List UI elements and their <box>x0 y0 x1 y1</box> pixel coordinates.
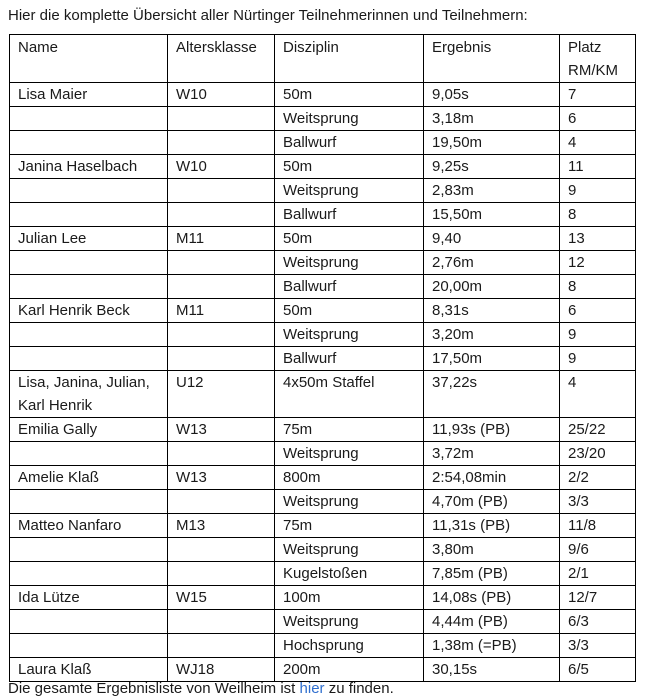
cell-name: Janina Haselbach <box>10 155 168 179</box>
cell-discipline: Kugelstoßen <box>275 562 424 586</box>
table-row <box>10 251 636 275</box>
cell-name: Karl Henrik Beck <box>10 299 168 323</box>
results-list-link[interactable]: hier <box>299 680 325 697</box>
header-discipline: Disziplin <box>275 35 424 83</box>
cell-discipline: Ballwurf <box>275 275 424 299</box>
cell-age-class <box>168 562 275 586</box>
header-result: Ergebnis <box>424 35 560 83</box>
cell-name <box>10 203 168 227</box>
cell-discipline: 800m <box>275 466 424 490</box>
cell-result: 17,50m <box>424 347 560 371</box>
cell-age-class <box>168 203 275 227</box>
cell-name <box>10 275 168 299</box>
cell-place: 9 <box>560 347 636 371</box>
cell-discipline: Weitsprung <box>275 490 424 514</box>
table-row <box>10 227 636 251</box>
header-age-class: Altersklasse <box>168 35 275 83</box>
cell-age-class <box>168 490 275 514</box>
cell-result: 9,05s <box>424 83 560 107</box>
cell-age-class: W10 <box>168 83 275 107</box>
cell-result: 1,38m (=PB) <box>424 634 560 658</box>
cell-age-class: M11 <box>168 299 275 323</box>
table-row <box>10 634 636 658</box>
cell-name <box>10 562 168 586</box>
cell-name: Lisa Maier <box>10 83 168 107</box>
table-row <box>10 347 636 371</box>
cell-discipline: Weitsprung <box>275 538 424 562</box>
cell-result: 30,15s <box>424 658 560 682</box>
cell-place: 25/22 <box>560 418 636 442</box>
cell-age-class: WJ18 <box>168 658 275 682</box>
cell-discipline: Ballwurf <box>275 131 424 155</box>
footer-text-after: zu finden. <box>324 680 394 697</box>
cell-name: Amelie Klaß <box>10 466 168 490</box>
cell-result: 15,50m <box>424 203 560 227</box>
table-row <box>10 371 636 418</box>
cell-result: 2,83m <box>424 179 560 203</box>
cell-result: 3,72m <box>424 442 560 466</box>
cell-name: Matteo Nanfaro <box>10 514 168 538</box>
cell-name <box>10 371 168 418</box>
cell-name: Ida Lütze <box>10 586 168 610</box>
cell-age-class <box>168 347 275 371</box>
cell-place: 6/3 <box>560 610 636 634</box>
cell-name <box>10 131 168 155</box>
cell-place: 6 <box>560 107 636 131</box>
cell-age-class: W10 <box>168 155 275 179</box>
cell-discipline: Ballwurf <box>275 347 424 371</box>
cell-name <box>10 251 168 275</box>
cell-name <box>10 442 168 466</box>
cell-name <box>10 490 168 514</box>
cell-place: 2/1 <box>560 562 636 586</box>
cell-place: 8 <box>560 275 636 299</box>
table-row <box>10 203 636 227</box>
cell-name <box>10 634 168 658</box>
cell-result: 3,20m <box>424 323 560 347</box>
cell-name <box>10 323 168 347</box>
cell-place: 8 <box>560 203 636 227</box>
cell-place: 6/5 <box>560 658 636 682</box>
table-row <box>10 179 636 203</box>
cell-place: 12/7 <box>560 586 636 610</box>
cell-name <box>10 179 168 203</box>
cell-place: 3/3 <box>560 634 636 658</box>
cell-result: 4,44m (PB) <box>424 610 560 634</box>
cell-name <box>10 610 168 634</box>
cell-age-class: M13 <box>168 514 275 538</box>
cell-place: 9 <box>560 179 636 203</box>
cell-result: 20,00m <box>424 275 560 299</box>
table-row <box>10 155 636 179</box>
cell-discipline: 100m <box>275 586 424 610</box>
cell-age-class <box>168 107 275 131</box>
cell-name: Julian Lee <box>10 227 168 251</box>
cell-age-class: M11 <box>168 227 275 251</box>
table-header-row <box>10 35 636 83</box>
cell-name-line2: Karl Henrik <box>18 397 93 414</box>
cell-age-class <box>168 442 275 466</box>
cell-discipline: Hochsprung <box>275 634 424 658</box>
cell-result: 2:54,08min <box>424 466 560 490</box>
cell-name: Emilia Gally <box>10 418 168 442</box>
cell-age-class <box>168 323 275 347</box>
cell-result: 3,80m <box>424 538 560 562</box>
cell-age-class <box>168 275 275 299</box>
cell-name: Laura Klaß <box>10 658 168 682</box>
table-row <box>10 323 636 347</box>
table-row <box>10 538 636 562</box>
table-row <box>10 107 636 131</box>
cell-discipline: Weitsprung <box>275 251 424 275</box>
cell-discipline: Weitsprung <box>275 107 424 131</box>
cell-name-line1: Lisa, Janina, Julian, <box>18 374 150 391</box>
table-row <box>10 610 636 634</box>
header-name: Name <box>10 35 168 83</box>
cell-result: 9,40 <box>424 227 560 251</box>
cell-place: 6 <box>560 299 636 323</box>
table-row <box>10 299 636 323</box>
cell-place: 4 <box>560 131 636 155</box>
table-row <box>10 83 636 107</box>
cell-place: 2/2 <box>560 466 636 490</box>
table-row <box>10 586 636 610</box>
cell-place: 9/6 <box>560 538 636 562</box>
footer-text-before: Die gesamte Ergebnisliste von Weilheim ist <box>8 680 300 697</box>
cell-place: 9 <box>560 323 636 347</box>
cell-discipline: 75m <box>275 514 424 538</box>
cell-result: 9,25s <box>424 155 560 179</box>
cell-discipline: Weitsprung <box>275 323 424 347</box>
cell-discipline: 200m <box>275 658 424 682</box>
cell-place: 4 <box>560 371 636 418</box>
cell-age-class: W13 <box>168 466 275 490</box>
cell-place: 12 <box>560 251 636 275</box>
cell-place: 3/3 <box>560 490 636 514</box>
cell-result: 4,70m (PB) <box>424 490 560 514</box>
table-row <box>10 466 636 490</box>
results-table <box>9 34 636 682</box>
cell-discipline: Weitsprung <box>275 442 424 466</box>
cell-result: 11,93s (PB) <box>424 418 560 442</box>
table-row <box>10 131 636 155</box>
cell-discipline: 4x50m Staffel <box>275 371 424 418</box>
table-row <box>10 514 636 538</box>
cell-result: 8,31s <box>424 299 560 323</box>
cell-result: 7,85m (PB) <box>424 562 560 586</box>
table-row <box>10 490 636 514</box>
table-row <box>10 418 636 442</box>
intro-text: Hier die komplette Übersicht aller Nürtinger Teilnehmerinnen und Teilnehmern: <box>8 7 528 24</box>
cell-result: 19,50m <box>424 131 560 155</box>
cell-result: 37,22s <box>424 371 560 418</box>
cell-age-class: W13 <box>168 418 275 442</box>
table-body <box>10 83 636 682</box>
cell-discipline: Ballwurf <box>275 203 424 227</box>
cell-discipline: 75m <box>275 418 424 442</box>
cell-age-class: W15 <box>168 586 275 610</box>
cell-result: 14,08s (PB) <box>424 586 560 610</box>
cell-age-class <box>168 179 275 203</box>
cell-name <box>10 538 168 562</box>
cell-discipline: 50m <box>275 227 424 251</box>
cell-place: 11/8 <box>560 514 636 538</box>
cell-name <box>10 107 168 131</box>
footer-text <box>8 678 394 700</box>
header-place-line1: Platz <box>568 39 602 56</box>
table-row <box>10 562 636 586</box>
cell-discipline: Weitsprung <box>275 179 424 203</box>
cell-discipline: Weitsprung <box>275 610 424 634</box>
cell-place: 11 <box>560 155 636 179</box>
header-place-line2: RM/KM <box>568 62 618 79</box>
cell-result: 3,18m <box>424 107 560 131</box>
cell-place: 7 <box>560 83 636 107</box>
table-row <box>10 442 636 466</box>
cell-discipline: 50m <box>275 155 424 179</box>
cell-name <box>10 347 168 371</box>
table-row <box>10 275 636 299</box>
cell-age-class <box>168 538 275 562</box>
cell-age-class <box>168 610 275 634</box>
cell-age-class: U12 <box>168 371 275 418</box>
cell-discipline: 50m <box>275 299 424 323</box>
cell-place: 23/20 <box>560 442 636 466</box>
cell-discipline: 50m <box>275 83 424 107</box>
cell-age-class <box>168 251 275 275</box>
cell-age-class <box>168 131 275 155</box>
cell-age-class <box>168 634 275 658</box>
header-place <box>560 35 636 83</box>
cell-result: 2,76m <box>424 251 560 275</box>
cell-place: 13 <box>560 227 636 251</box>
cell-result: 11,31s (PB) <box>424 514 560 538</box>
